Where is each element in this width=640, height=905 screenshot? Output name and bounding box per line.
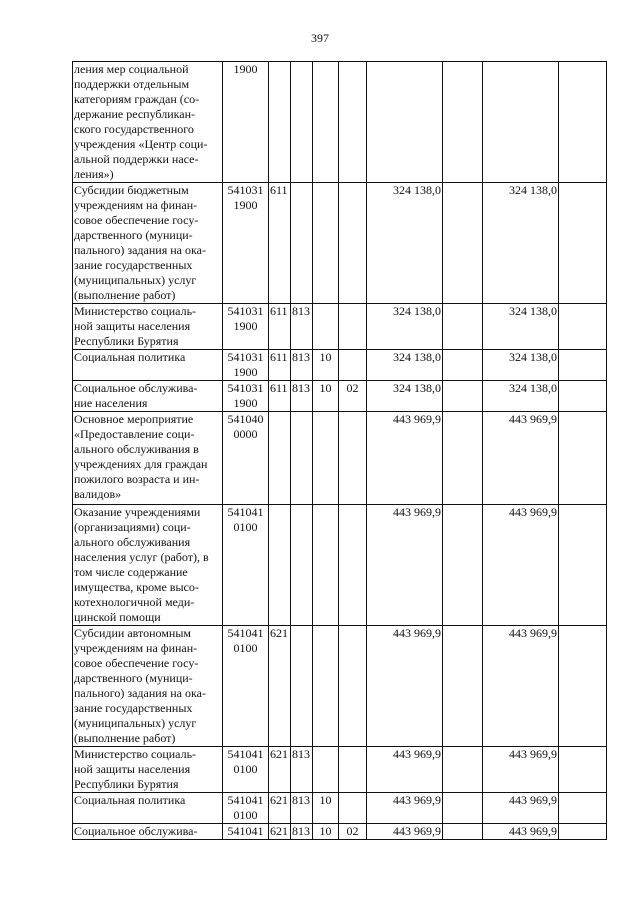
section-cell: 10 (313, 350, 339, 381)
amount-cell-3: 324 138,0 (483, 183, 559, 304)
subsection-cell (339, 793, 367, 824)
amount-cell-4 (559, 183, 607, 304)
row-name-cell: Субсидии бюджетным учреждениям на финан- совое обеспечение госу- дарственного (муници- пального) задания на ока- зание государственных (муниципальных) услуг (выполнение работ) (73, 183, 223, 304)
table-row (73, 505, 607, 626)
amount-cell-4 (559, 793, 607, 824)
ministry-code-cell (291, 505, 313, 626)
amount-cell-2 (443, 626, 483, 747)
amount-cell-1: 324 138,0 (367, 183, 443, 304)
section-cell (313, 747, 339, 793)
subsection-cell: 02 (339, 824, 367, 840)
subsection-cell (339, 412, 367, 505)
ministry-code-cell: 813 (291, 381, 313, 412)
target-code-cell: 541031 1900 (223, 183, 269, 304)
amount-cell-2 (443, 381, 483, 412)
amount-cell-2 (443, 350, 483, 381)
amount-cell-3: 443 969,9 (483, 505, 559, 626)
row-name-cell: Социальная политика (73, 793, 223, 824)
section-cell: 10 (313, 824, 339, 840)
ministry-code-cell: 813 (291, 824, 313, 840)
row-name-cell: Оказание учреждениями (организациями) соци- ального обслуживания населения услуг (работ), в том числе содержание имущества, кроме высо- котехнологичной меди- цинской помощи (73, 505, 223, 626)
expense-type-cell: 611 (269, 304, 291, 350)
page-number: 397 (311, 31, 329, 45)
amount-cell-4 (559, 412, 607, 505)
subsection-cell (339, 505, 367, 626)
amount-cell-2 (443, 793, 483, 824)
section-cell: 10 (313, 793, 339, 824)
amount-cell-1: 324 138,0 (367, 381, 443, 412)
amount-cell-2 (443, 747, 483, 793)
amount-cell-3: 324 138,0 (483, 381, 559, 412)
amount-cell-1: 443 969,9 (367, 747, 443, 793)
section-cell (313, 183, 339, 304)
target-code-cell: 541041 0100 (223, 505, 269, 626)
table-row (73, 62, 607, 183)
table-row (73, 824, 607, 840)
target-code-cell: 541031 1900 (223, 350, 269, 381)
amount-cell-1: 324 138,0 (367, 350, 443, 381)
amount-cell-3: 443 969,9 (483, 747, 559, 793)
amount-cell-3: 324 138,0 (483, 350, 559, 381)
section-cell (313, 412, 339, 505)
subsection-cell (339, 350, 367, 381)
expense-type-cell: 611 (269, 350, 291, 381)
row-name-cell: ления мер социальной поддержки отдельным категориям граждан (со- держание республикан- ского государственного учреждения «Центр соци- альной поддержки насе- ления») (73, 62, 223, 183)
row-name-cell: Министерство социаль- ной защиты населения Республики Бурятия (73, 304, 223, 350)
table-body (73, 62, 607, 840)
amount-cell-4 (559, 350, 607, 381)
expense-type-cell: 621 (269, 824, 291, 840)
ministry-code-cell (291, 412, 313, 505)
row-name-cell: Министерство социаль- ной защиты населения Республики Бурятия (73, 747, 223, 793)
amount-cell-2 (443, 62, 483, 183)
subsection-cell (339, 183, 367, 304)
amount-cell-4 (559, 824, 607, 840)
amount-cell-4 (559, 62, 607, 183)
amount-cell-3: 324 138,0 (483, 304, 559, 350)
amount-cell-1: 443 969,9 (367, 793, 443, 824)
row-name-cell: Социальное обслужива- (73, 824, 223, 840)
expense-type-cell (269, 62, 291, 183)
target-code-cell: 541031 1900 (223, 381, 269, 412)
amount-cell-2 (443, 183, 483, 304)
table-row (73, 793, 607, 824)
expense-type-cell: 621 (269, 626, 291, 747)
expense-type-cell (269, 412, 291, 505)
section-cell (313, 62, 339, 183)
amount-cell-1 (367, 62, 443, 183)
expense-type-cell: 621 (269, 793, 291, 824)
amount-cell-3: 443 969,9 (483, 793, 559, 824)
table-row (73, 350, 607, 381)
table-row (73, 381, 607, 412)
section-cell: 10 (313, 381, 339, 412)
amount-cell-4 (559, 381, 607, 412)
row-name-cell: Основное мероприятие «Предоставление соци- ального обслуживания в учреждениях для граждан пожилого возраста и ин- валидов» (73, 412, 223, 505)
ministry-code-cell: 813 (291, 793, 313, 824)
target-code-cell: 541031 1900 (223, 304, 269, 350)
subsection-cell (339, 62, 367, 183)
amount-cell-3: 443 969,9 (483, 824, 559, 840)
expense-type-cell: 611 (269, 183, 291, 304)
row-name-cell: Социальная политика (73, 350, 223, 381)
subsection-cell (339, 747, 367, 793)
amount-cell-2 (443, 304, 483, 350)
amount-cell-4 (559, 304, 607, 350)
subsection-cell (339, 626, 367, 747)
ministry-code-cell (291, 62, 313, 183)
target-code-cell: 541041 (223, 824, 269, 840)
amount-cell-1: 324 138,0 (367, 304, 443, 350)
section-cell (313, 505, 339, 626)
amount-cell-3 (483, 62, 559, 183)
subsection-cell (339, 304, 367, 350)
table-row (73, 626, 607, 747)
ministry-code-cell: 813 (291, 747, 313, 793)
ministry-code-cell (291, 626, 313, 747)
budget-table (72, 61, 607, 840)
section-cell (313, 626, 339, 747)
amount-cell-4 (559, 747, 607, 793)
ministry-code-cell: 813 (291, 350, 313, 381)
ministry-code-cell (291, 183, 313, 304)
ministry-code-cell: 813 (291, 304, 313, 350)
amount-cell-4 (559, 505, 607, 626)
amount-cell-1: 443 969,9 (367, 412, 443, 505)
row-name-cell: Социальное обслужива- ние населения (73, 381, 223, 412)
expense-type-cell (269, 505, 291, 626)
section-cell (313, 304, 339, 350)
target-code-cell: 541041 0100 (223, 793, 269, 824)
amount-cell-1: 443 969,9 (367, 505, 443, 626)
table-row (73, 304, 607, 350)
amount-cell-2 (443, 824, 483, 840)
expense-type-cell: 611 (269, 381, 291, 412)
amount-cell-2 (443, 412, 483, 505)
amount-cell-4 (559, 626, 607, 747)
amount-cell-3: 443 969,9 (483, 626, 559, 747)
table-row (73, 412, 607, 505)
amount-cell-1: 443 969,9 (367, 626, 443, 747)
amount-cell-3: 443 969,9 (483, 412, 559, 505)
row-name-cell: Субсидии автономным учреждениям на финан- совое обеспечение госу- дарственного (муници- пального) задания на ока- зание государственных (муниципальных) услуг (выполнение работ) (73, 626, 223, 747)
table-row (73, 183, 607, 304)
expense-type-cell: 621 (269, 747, 291, 793)
target-code-cell: 541040 0000 (223, 412, 269, 505)
amount-cell-1: 443 969,9 (367, 824, 443, 840)
target-code-cell: 1900 (223, 62, 269, 183)
subsection-cell: 02 (339, 381, 367, 412)
table-row (73, 747, 607, 793)
target-code-cell: 541041 0100 (223, 747, 269, 793)
target-code-cell: 541041 0100 (223, 626, 269, 747)
amount-cell-2 (443, 505, 483, 626)
